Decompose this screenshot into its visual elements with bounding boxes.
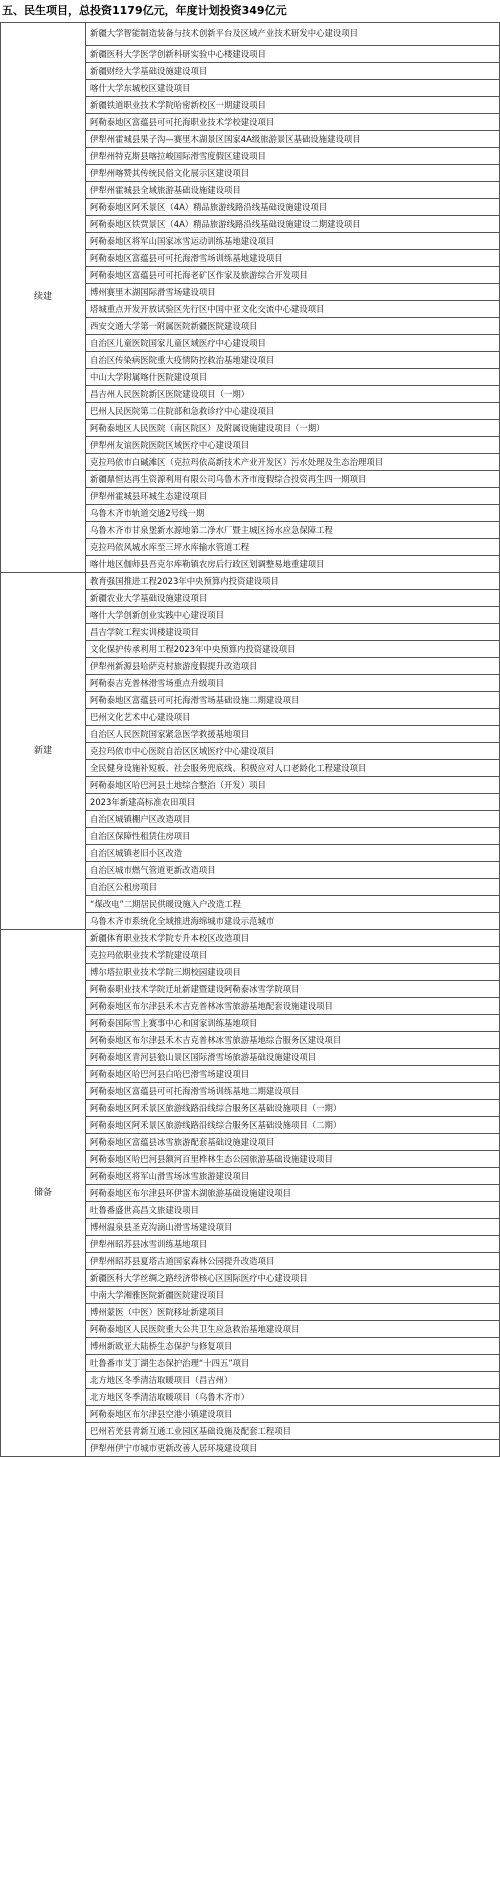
- project-name-cell: 北方地区冬季清洁取暖项目（昌吉州）: [86, 1371, 500, 1388]
- project-name-cell: 阿勒泰地区布尔津县禾木吉克普林冰雪旅游基地配套设施建设项目: [86, 997, 500, 1014]
- project-name-cell: 西安交通大学第一附属医院新疆医院建设项目: [86, 317, 500, 334]
- project-name-cell: 巴州文化艺术中心建设项目: [86, 708, 500, 725]
- project-name-cell: 伊犁州喀赞其传统民俗文化展示区建设项目: [86, 164, 500, 181]
- project-name-cell: 吐鲁番市艾丁湖生态保护治理“十四五”项目: [86, 1354, 500, 1371]
- project-name-cell: 阿勒泰地区富蕴县可可托海老矿区作家及旅游综合开发项目: [86, 266, 500, 283]
- project-name-cell: 自治区城镇老旧小区改造: [86, 844, 500, 861]
- project-name-cell: 新疆医科大学医学创新科研实验中心楼建设项目: [86, 45, 500, 62]
- table-row: [1, 929, 500, 946]
- project-name-cell: 伊犁州友谊医院医院区域医疗中心建设项目: [86, 436, 500, 453]
- project-name-cell: 伊犁州霍城县全域旅游基础设施建设项目: [86, 181, 500, 198]
- project-name-cell: 伊犁州霍城县果子沟—赛里木湖景区国家4A级旅游景区基础设施建设项目: [86, 130, 500, 147]
- project-name-cell: 阿勒泰国际雪上赛事中心和国家训练基地项目: [86, 1014, 500, 1031]
- project-name-cell: 自治区人民医院国家紧急医学救援基地项目: [86, 725, 500, 742]
- project-name-cell: 巴州人民医院第二住院部和急救诊疗中心建设项目: [86, 402, 500, 419]
- project-name-cell: 新疆财经大学基础设施建设项目: [86, 62, 500, 79]
- project-name-cell: 昌吉学院工程实训楼建设项目: [86, 623, 500, 640]
- project-name-cell: 吐鲁番盛世高昌文旅建设项目: [86, 1201, 500, 1218]
- project-name-cell: 伊犁州伊宁市城市更新改善人居环境建设项目: [86, 1439, 500, 1456]
- project-name-cell: 克拉玛依职业技术学院建设项目: [86, 946, 500, 963]
- section-title: 五、民生项目，总投资1179亿元，年度计划投资349亿元: [2, 4, 287, 17]
- project-name-cell: 阿勒泰地区哈巴河县额河百里桦林生态公园旅游基础设施建设项目: [86, 1150, 500, 1167]
- project-name-cell: 阿勒泰地区阿禾景区（4A）精品旅游线路沿线基础设施建设项目: [86, 198, 500, 215]
- project-name-cell: 乌鲁木齐市轨道交通2号线一期: [86, 504, 500, 521]
- project-name-cell: 克拉玛依市中心医院自治区区域医疗中心建设项目: [86, 742, 500, 759]
- project-name-cell: 阿勒泰职业技术学院迁址新建暨建设阿勒泰冰雪学院项目: [86, 980, 500, 997]
- project-name-cell: 博尔塔拉职业技术学院三期校园建设项目: [86, 963, 500, 980]
- category-cell: 储备: [1, 929, 86, 1456]
- project-name-cell: 阿勒泰地区阿禾景区旅游线路沿线综合服务区基础设施项目（一期）: [86, 1099, 500, 1116]
- project-name-cell: 新疆鼎恒达再生资源利用有限公司乌鲁木齐市度假综合投资再生四一期项目: [86, 470, 500, 487]
- project-name-cell: 伊犁州昭苏县冰雪训练基地项目: [86, 1235, 500, 1252]
- project-name-cell: 阿勒泰地区富蕴县可可托海职业技术学校建设项目: [86, 113, 500, 130]
- project-name-cell: 博州温泉县圣克沟滴山滑雪场建设项目: [86, 1218, 500, 1235]
- project-name-cell: 中山大学附属喀什医院建设项目: [86, 368, 500, 385]
- project-name-cell: 克拉玛依市白碱滩区（克拉玛依高新技术产业开发区）污水处理及生态治理项目: [86, 453, 500, 470]
- project-name-cell: 昌吉州人民医院新区医院建设项目（一期）: [86, 385, 500, 402]
- project-name-cell: 阿勒泰地区人民医院重大公共卫生应急救治基地建设项目: [86, 1320, 500, 1337]
- project-name-cell: 北方地区冬季清洁取暖项目（乌鲁木齐市）: [86, 1388, 500, 1405]
- project-name-cell: 全民健身设施补短板、社会服务兜底线、积极应对人口老龄化工程建设项目: [86, 759, 500, 776]
- project-name-cell: 自治区公租房项目: [86, 878, 500, 895]
- project-name-cell: 博州赛里木湖国际滑雪场建设项目: [86, 283, 500, 300]
- project-table: [0, 22, 500, 1457]
- project-name-cell: 阿勒泰地区富蕴县可可托海滑雪场训练基地建设项目: [86, 249, 500, 266]
- project-name-cell: 伊犁州新源县哈萨克村旅游度假提升改造项目: [86, 657, 500, 674]
- project-name-cell: 阿勒泰地区富蕴县冰雪旅游配套基础设施建设项目: [86, 1133, 500, 1150]
- project-name-cell: 阿勒泰地区哈巴河县白哈巴滑雪场建设项目: [86, 1065, 500, 1082]
- project-name-cell: “煤改电”二期居民供暖设施入户改造工程: [86, 895, 500, 912]
- project-name-cell: 教育强国推进工程2023年中央预算内投资建设项目: [86, 572, 500, 589]
- project-name-cell: 阿勒泰地区布尔津县空港小镇建设项目: [86, 1405, 500, 1422]
- project-name-cell: 喀什大学创新创业实践中心建设项目: [86, 606, 500, 623]
- project-name-cell: 阿勒泰地区青河县狼山景区国际滑雪场旅游基础设施建设项目: [86, 1048, 500, 1065]
- project-name-cell: 阿勒泰地区将军山滑雪场冰雪旅游建设项目: [86, 1167, 500, 1184]
- project-name-cell: 阿勒泰地区富蕴县可可托海滑雪场训练基地二期建设项目: [86, 1082, 500, 1099]
- project-name-cell: 阿勒泰地区阿禾景区旅游线路沿线综合服务区基础设施项目（二期）: [86, 1116, 500, 1133]
- project-name-cell: 喀什大学东城校区建设项目: [86, 79, 500, 96]
- project-name-cell: 塔城重点开发开放试验区先行区中国中亚文化交流中心建设项目: [86, 300, 500, 317]
- project-name-cell: 阿勒泰吉克普林滑雪场重点升级项目: [86, 674, 500, 691]
- project-name-cell: 新疆医科大学丝绸之路经济带核心区国际医疗中心建设项目: [86, 1269, 500, 1286]
- project-name-cell: 乌鲁木齐市系统化全域推进海绵城市建设示范城市: [86, 912, 500, 929]
- project-name-cell: 自治区城市燃气管道更新改造项目: [86, 861, 500, 878]
- project-name-cell: 阿勒泰地区人民医院（南区院区）及附属设施建设项目（一期）: [86, 419, 500, 436]
- category-cell: 新建: [1, 572, 86, 929]
- table-row: [1, 572, 500, 589]
- project-name-cell: 阿勒泰地区布尔津县禾木吉克普林冰雪旅游基地综合服务区建设项目: [86, 1031, 500, 1048]
- project-name-cell: 喀什地区伽师县吾克尔库勒镇农房后行政区划调整易地重建项目: [86, 555, 500, 572]
- project-name-cell: 阿勒泰地区铁贾景区（4A）精品旅游线路沿线基础设施建设二期建设项目: [86, 215, 500, 232]
- project-name-cell: 阿勒泰地区将军山国家冰雪运动训练基地建设项目: [86, 232, 500, 249]
- project-name-cell: 乌鲁木齐市甘泉堡新水源地第二净水厂暨主城区扬水应急保障工程: [86, 521, 500, 538]
- project-name-cell: 伊犁州昭苏县夏塔古道国家森林公园提升改造项目: [86, 1252, 500, 1269]
- project-name-cell: 新疆农业大学基础设施建设项目: [86, 589, 500, 606]
- project-name-cell: 阿勒泰地区哈巴河县土地综合整治（开发）项目: [86, 776, 500, 793]
- category-cell: 续建: [1, 23, 86, 573]
- project-table-body: [1, 23, 500, 1457]
- project-name-cell: 新疆大学智能制造装备与技术创新平台及区域产业技术研发中心建设项目: [86, 23, 500, 46]
- project-name-cell: 博州新欧亚大陆桥生态保护与修复项目: [86, 1337, 500, 1354]
- project-name-cell: 博州蒙医（中医）医院移址新建项目: [86, 1303, 500, 1320]
- project-name-cell: 文化保护传承利用工程2023年中央预算内投资建设项目: [86, 640, 500, 657]
- table-row: [1, 23, 500, 46]
- project-name-cell: 中南大学湘雅医院新疆医院建设项目: [86, 1286, 500, 1303]
- project-name-cell: 自治区保障性租赁住房项目: [86, 827, 500, 844]
- project-name-cell: 伊犁州特克斯县喀拉峻国际滑雪度假区建设项目: [86, 147, 500, 164]
- project-name-cell: 自治区传染病医院重大疫情防控救治基地建设项目: [86, 351, 500, 368]
- project-name-cell: 自治区城镇棚户区改造项目: [86, 810, 500, 827]
- project-name-cell: 2023年新建高标准农田项目: [86, 793, 500, 810]
- project-name-cell: 阿勒泰地区富蕴县可可托海滑雪场基础设施二期建设项目: [86, 691, 500, 708]
- project-name-cell: 新疆铁道职业技术学院哈密新校区一期建设项目: [86, 96, 500, 113]
- project-name-cell: 克拉玛依风城水库至三坪水库输水管道工程: [86, 538, 500, 555]
- project-name-cell: 新疆体育职业技术学院专升本校区改造项目: [86, 929, 500, 946]
- project-name-cell: 伊犁州霍城县环城生态建设项目: [86, 487, 500, 504]
- project-name-cell: 巴州若羌县青新互通工业园区基础设施及配套工程项目: [86, 1422, 500, 1439]
- project-name-cell: 阿勒泰地区布尔津县环伊雷木湖旅游基础设施建设项目: [86, 1184, 500, 1201]
- project-name-cell: 自治区儿童医院国家儿童区域医疗中心建设项目: [86, 334, 500, 351]
